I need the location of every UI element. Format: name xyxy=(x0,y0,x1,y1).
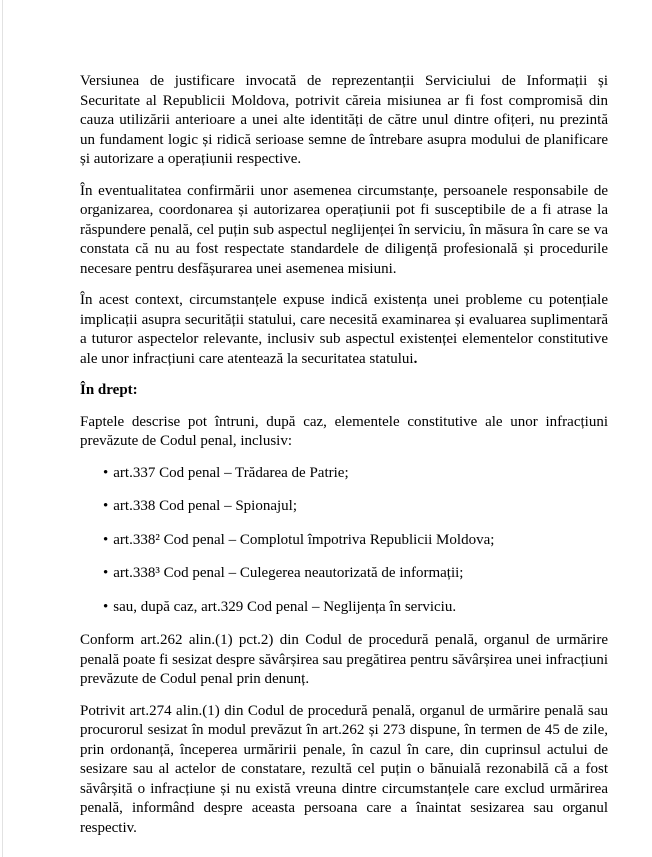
page-left-edge-line xyxy=(2,0,3,857)
bullet-icon: • xyxy=(103,498,109,514)
document-content xyxy=(80,72,608,850)
list-item xyxy=(80,531,608,551)
paragraph-context-state-security xyxy=(80,291,608,369)
list-item xyxy=(80,564,608,584)
paragraph-justification-version: Versiunea de justificare invocată de reprezentanții Serviciului de Informații și Securitate al Republicii Moldova, potrivit căreia misiunea ar fi fost compromisă din cauza utilizării anterioare a unei alte identități de către unul dintre ofițeri, nu prezintă un fundament logic și ridică serioase semne de întrebare asupra modului de planificare și autorizare a operațiunii respective. xyxy=(80,73,608,167)
bullet-icon: • xyxy=(103,598,109,615)
paragraph-art274-prosecution-start: Potrivit art.274 alin.(1) din Codul de procedură penală, organul de urmărire penală sau procurorul sesizat în modul prevăzut în art.262 și 273 dispune, în termen de 45 de zile, prin ordonanță, începerea urmăririi penale, în cazul în care, din cuprinsul actului de sesizare sau al actelor de constatare, rezultă cel puțin o bănuială rezonabilă că a fost săvârșită o infracțiune și nu există vreuna dintre circumstanțele care exclud urmărirea penală, informând despre aceasta persoana care a înaintat sesizarea sau organul respectiv. xyxy=(80,702,608,836)
paragraph-context-final-period: . xyxy=(413,350,418,367)
paragraph-context-text: În acest context, circumstanțele expuse indică existența unei probleme cu potențiale implicații asupra securității statului, care necesită examinarea și evaluarea suplimentară a tuturor aspectelor relevante, inclusiv sub aspectul existenței elementelor constitutive ale unor infracțiuni care atentează la securitatea statului xyxy=(80,292,608,367)
list-item xyxy=(80,598,608,618)
list-item-text: art.337 Cod penal – Trădarea de Patrie; xyxy=(113,464,349,481)
bullet-icon: • xyxy=(103,565,109,581)
bullet-icon: • xyxy=(103,464,109,481)
list-item xyxy=(80,464,608,484)
paragraph-facts-intro: Faptele descrise pot întruni, după caz, elementele constitutive ale unor infracțiuni prevăzute de Codul penal, inclusiv: xyxy=(80,413,608,449)
list-item-text: art.338³ Cod penal – Culegerea neautorizată de informații; xyxy=(113,565,464,581)
offenses-list xyxy=(80,464,608,618)
list-item-text: sau, după caz, art.329 Cod penal – Neglijența în serviciu. xyxy=(113,598,457,615)
paragraph-penal-liability: În eventualitatea confirmării unor asemenea circumstanțe, persoanele responsabile de organizarea, coordonarea și autorizarea operațiunii pot fi susceptibile de a fi atrase la răspundere penală, cel puțin sub aspectul neglijenței în serviciu, în măsura în care se va constata că nu au fost respectate standardele de diligență profesională și procedurile necesare pentru desfășurarea unei asemenea misiuni. xyxy=(80,182,608,277)
list-item-text: art.338 Cod penal – Spionajul; xyxy=(113,498,297,514)
bullet-icon: • xyxy=(103,531,109,548)
list-item xyxy=(80,497,608,517)
list-item-text: art.338² Cod penal – Complotul împotriva Republicii Moldova; xyxy=(113,531,495,548)
section-heading-in-drept: În drept: xyxy=(80,382,138,398)
paragraph-art262-denunciation: Conform art.262 alin.(1) pct.2) din Codul de procedură penală, organul de urmărire penală poate fi sesizat despre săvârșirea sau pregătirea pentru săvârșirea unei infracțiuni prevăzute de Codul penal prin denunț. xyxy=(80,632,608,687)
